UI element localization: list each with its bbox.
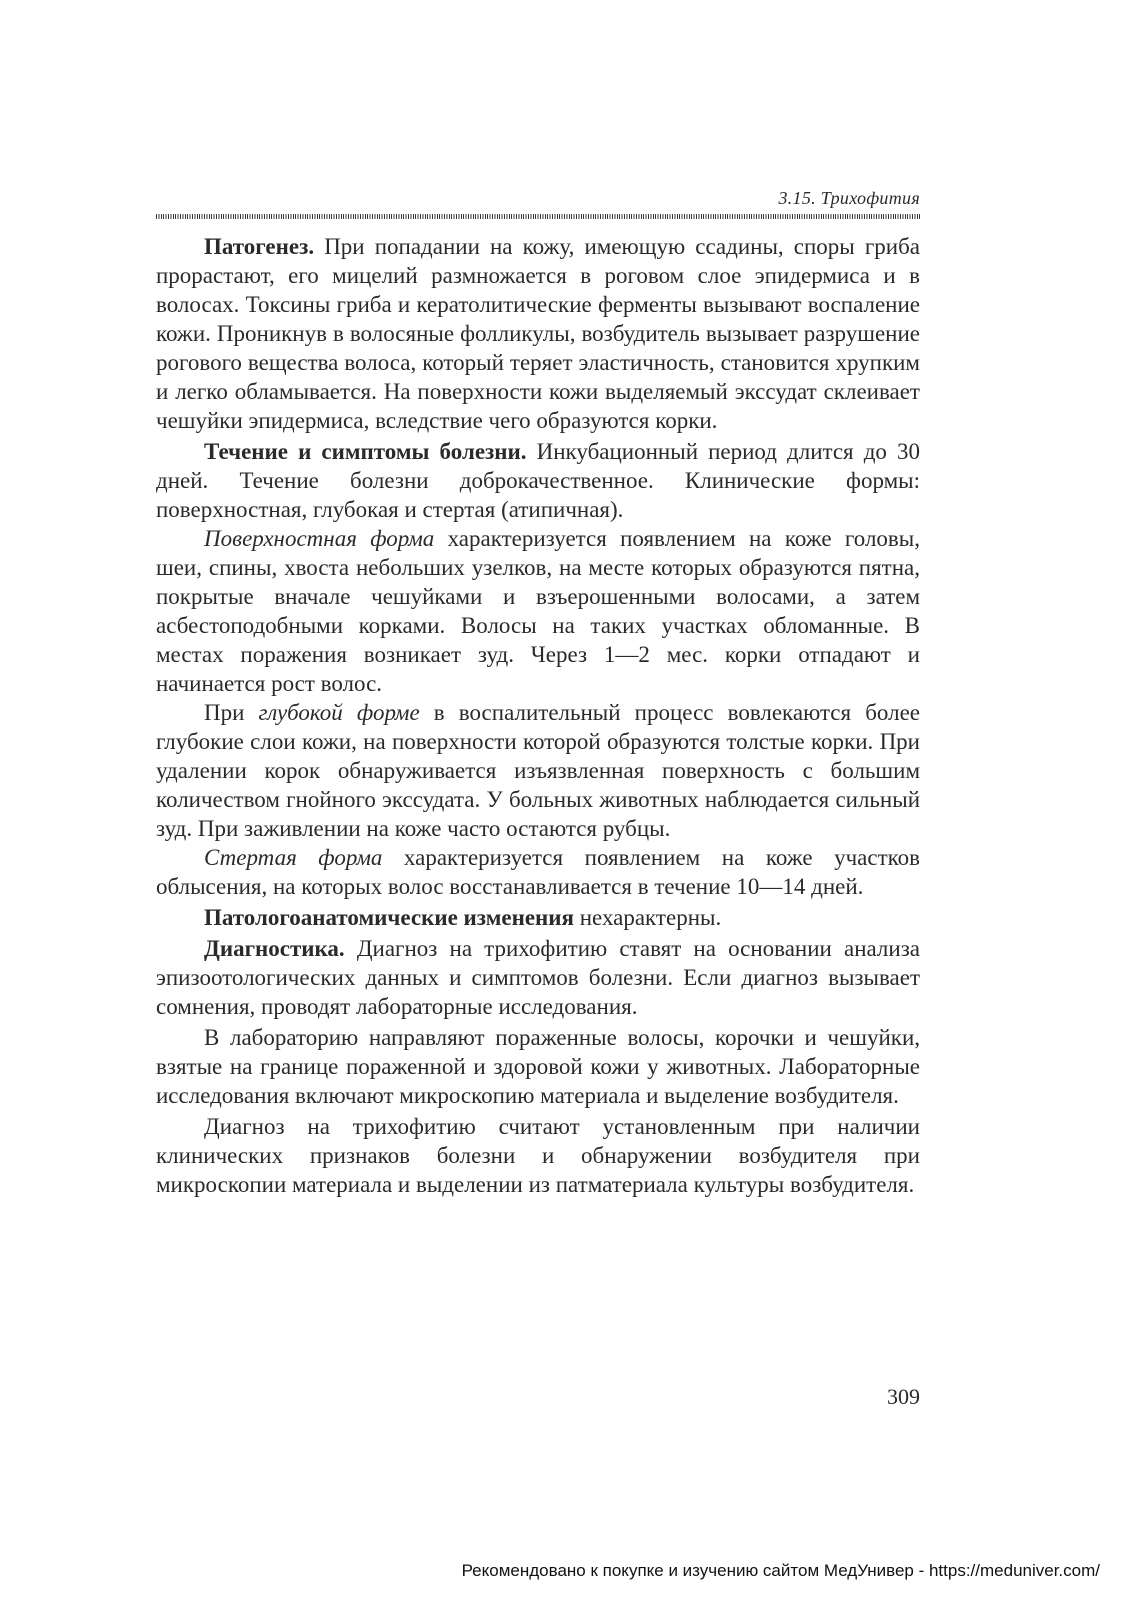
paragraph-text: Диагноз на трихофитию ставят на основании анализа эпизоотологических данных и симптомов болезни. Если диагноз вызывает сомнения, проводят лабораторные исследования.	[156, 936, 920, 1019]
paragraph-erased-form	[156, 843, 920, 901]
paragraph-text: Диагноз на трихофитию считают установленным при наличии клинических признаков болезни и обнаружении возбудителя при микроскопии материала и выделении из патматериала культуры возбудителя.	[156, 1114, 920, 1197]
paragraph-text: В лабораторию направляют пораженные волосы, корочки и чешуйки, взятые на границе пораженной и здоровой кожи у животных. Лабораторные исследования включают микроскопию материала и выделение возбудителя.	[156, 1025, 920, 1108]
paragraph-course	[156, 437, 920, 524]
paragraph-text: нехарактерны.	[573, 905, 722, 930]
page-number: 309	[887, 1384, 920, 1409]
paragraph-lead: Патологоанатомические изменения	[204, 905, 574, 930]
paragraph-text: характеризуется появлением на коже головы, шеи, спины, хвоста небольших узелков, на месте которых образуются пятна, покрытые вначале чешуйками и взъерошенными волосами, а затем асбестоподобными корками. Волосы на таких участках обломанные. В местах поражения возникает зуд. Через 1—2 мес. корки отпадают и начинается рост волос.	[156, 526, 920, 696]
running-header: 3.15. Трихофития	[778, 188, 920, 208]
footer-note: Рекомендовано к покупке и изучению сайтом МедУнивер - https://meduniver.com/	[461, 1561, 1100, 1580]
paragraph-text: Инкубационный период длится до 30 дней. Течение болезни доброкачественное. Клинические формы: поверхностная, глубокая и стертая (атипичная).	[156, 439, 920, 522]
paragraph-italic-lead: Стертая форма	[204, 845, 383, 870]
paragraph-text: характеризуется появлением на коже участков облысения, на которых волос восстанавливается в течение 10—14 дней.	[156, 845, 920, 899]
paragraph-text: При попадании на кожу, имеющую ссадины, споры гриба прорастают, его мицелий размножается в роговом слое эпидермиса и в волосах. Токсины гриба и кератолитические ферменты вызывают воспаление кожи. Проникнув в волосяные фолликулы, возбудитель вызывает разрушение рогового вещества волоса, который теряет эластичность, становится хрупким и легко обламывается. На поверхности кожи выделяемый экссудат склеивает чешуйки эпидермиса, вследствие чего образуются корки.	[156, 234, 920, 433]
paragraph-lead: Патогенез.	[204, 234, 315, 259]
paragraph-diagnostics	[156, 934, 920, 1021]
paragraph-laboratory	[156, 1023, 920, 1110]
body-text	[156, 232, 920, 1199]
paragraph-pathogenesis	[156, 232, 920, 435]
paragraph-lead: Течение и симптомы болезни.	[204, 439, 527, 464]
paragraph-pathology	[156, 903, 920, 932]
paragraph-lead: Диагностика.	[204, 936, 345, 961]
paragraph-italic-lead: Поверхностная форма	[204, 526, 435, 551]
paragraph-superficial-form	[156, 524, 920, 698]
paragraph-pre: При	[204, 700, 259, 725]
paragraph-diagnosis-confirmed	[156, 1112, 920, 1199]
header-rule	[156, 214, 920, 219]
paragraph-deep-form	[156, 698, 920, 843]
paragraph-italic: глубокой форме	[258, 700, 420, 725]
paragraph-text: в воспалительный процесс вовлекаются более глубокие слои кожи, на поверхности которой образуются толстые корки. При удалении корок обнаруживается изъязвленная поверхность с большим количеством гнойного экссудата. У больных животных наблюдается сильный зуд. При заживлении на коже часто остаются рубцы.	[156, 700, 921, 841]
